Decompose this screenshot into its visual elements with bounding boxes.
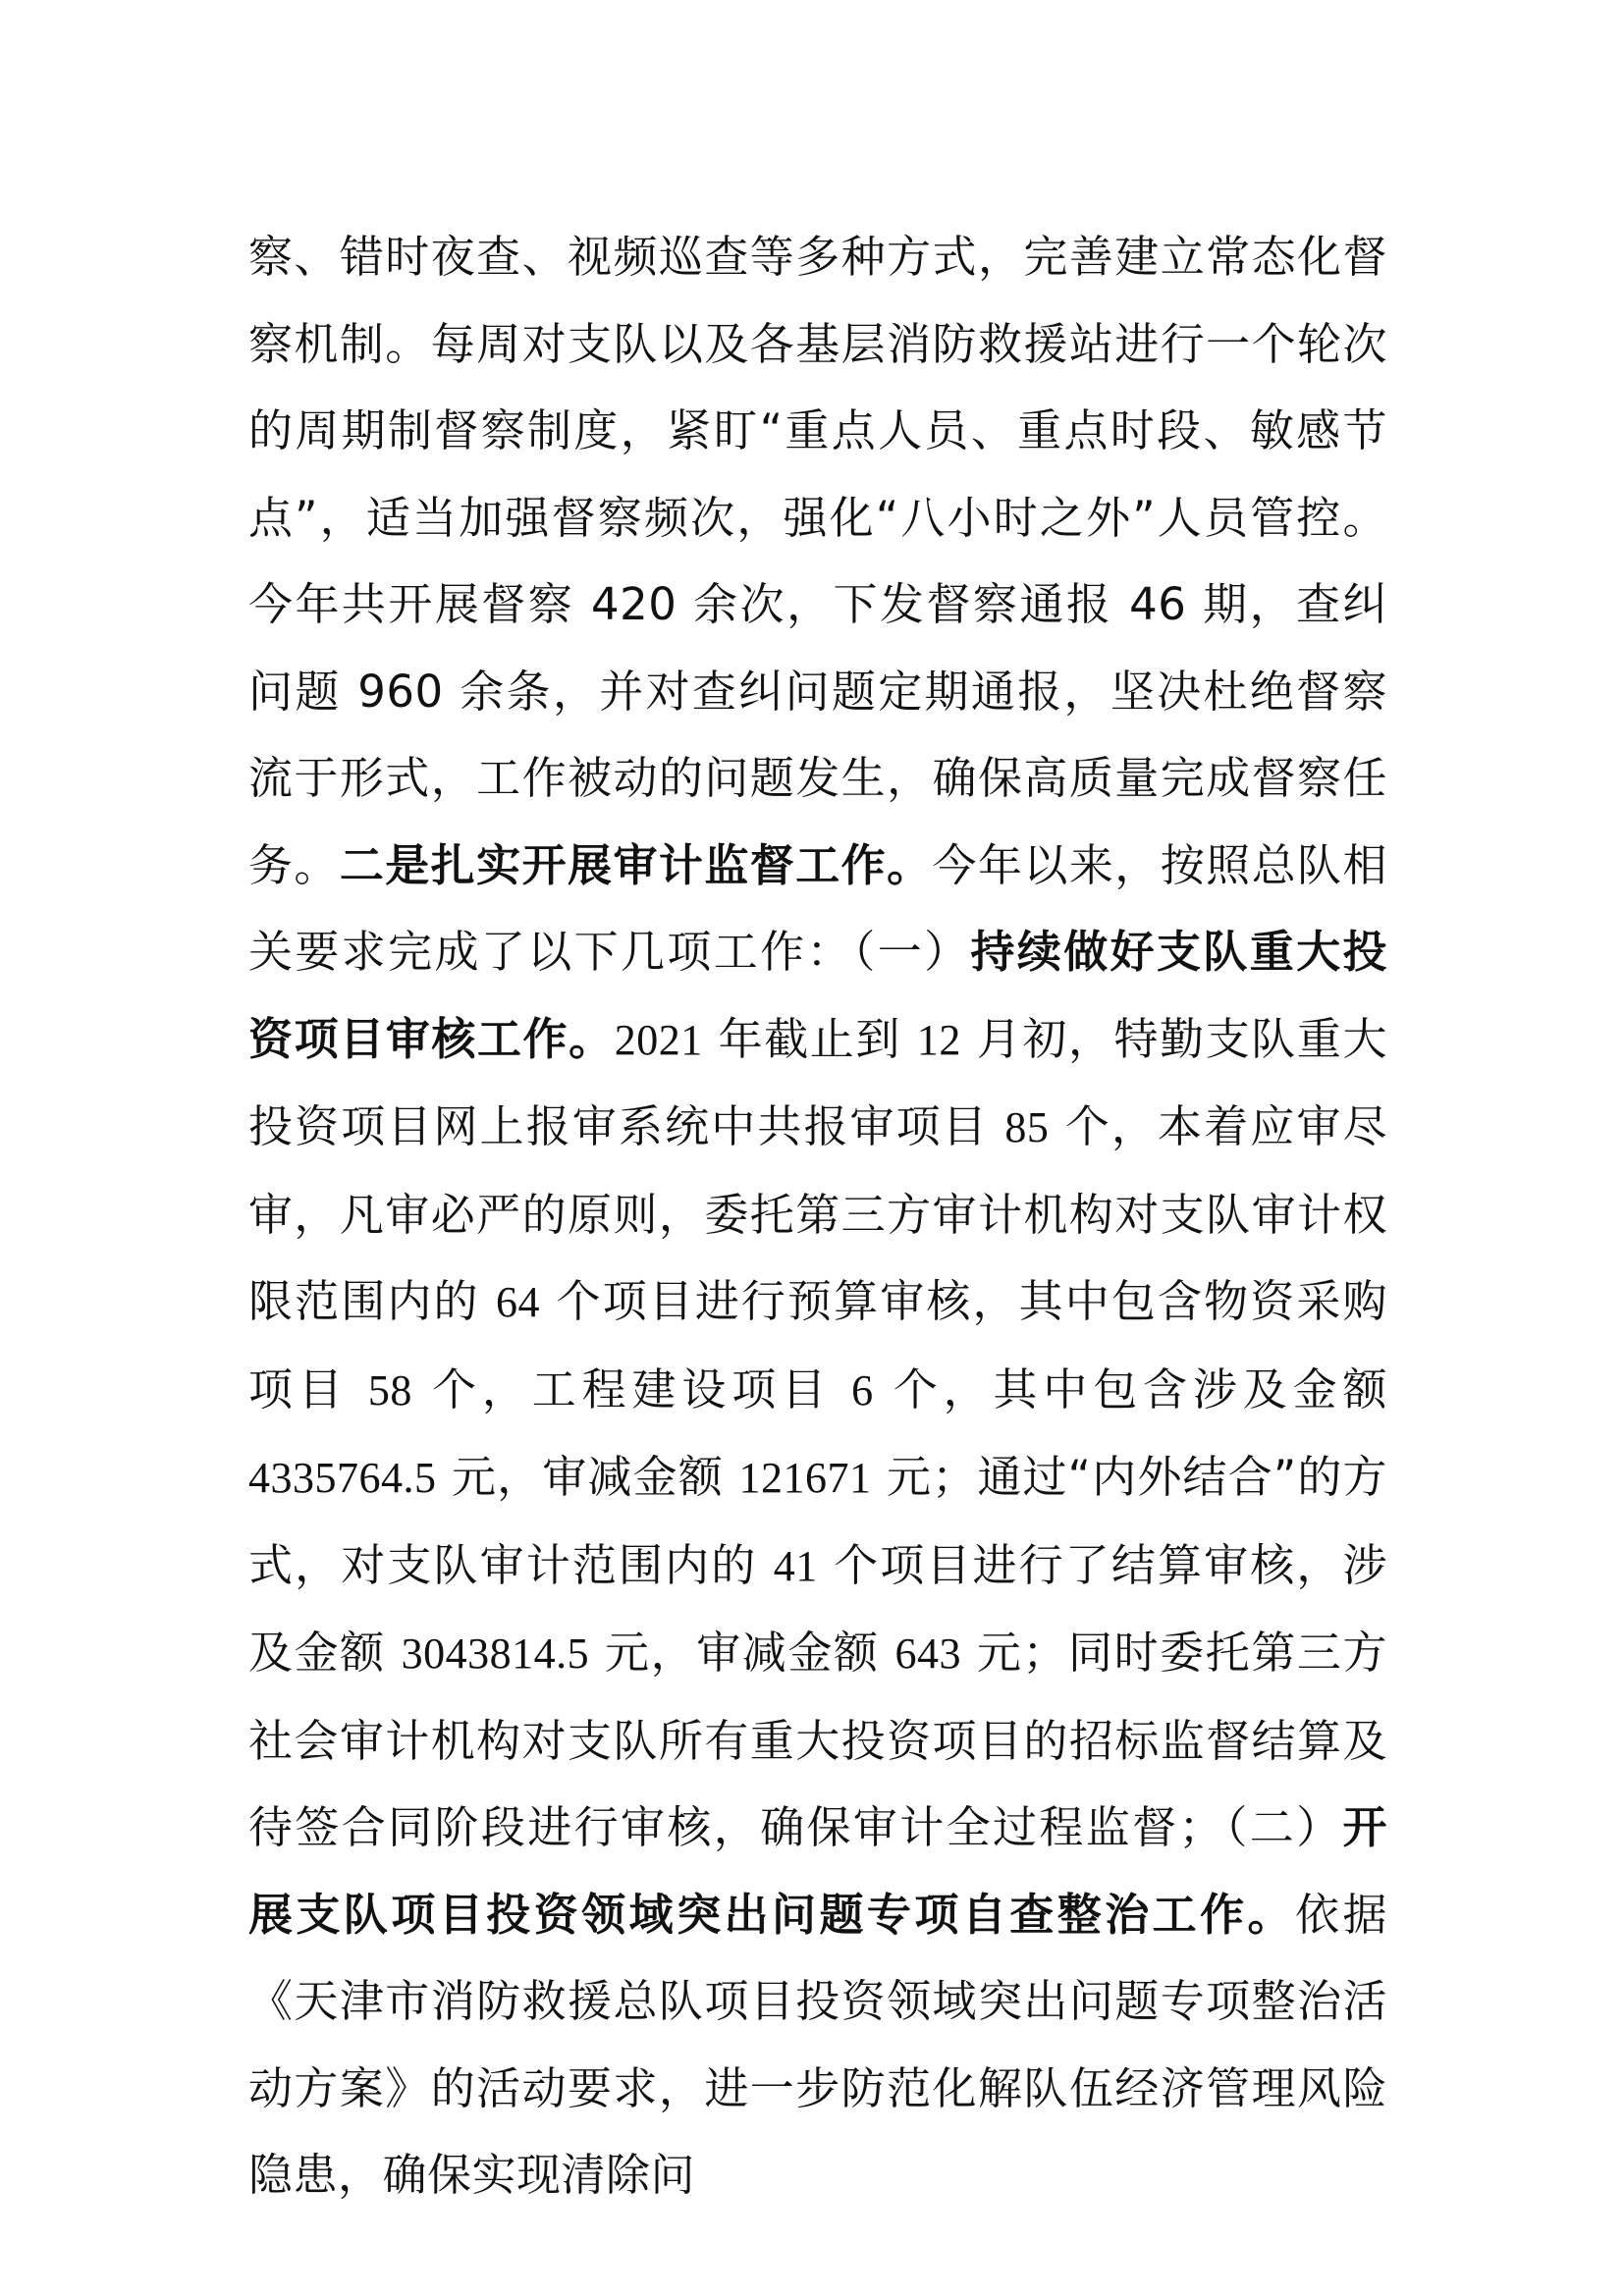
numeric-segment: 41 <box>773 1541 818 1590</box>
numeric-segment: 58 <box>367 1365 412 1415</box>
text-segment: 元；通过“内外结合”的方式，对支队审计范围内的 <box>248 1451 1388 1591</box>
text-segment: 元；同时委托第三方社会审计机构对支队所有重大投资项目的招标监督结算及待签合同阶段进行审核，确保审计全过程监督；（二） <box>248 1627 1388 1853</box>
bold-heading-segment: 二是扎实开展审计监督工作。 <box>339 838 933 891</box>
numeric-segment: 2021 <box>614 1015 703 1064</box>
body-paragraph <box>248 214 1387 2219</box>
numeric-segment: 6 <box>851 1365 874 1415</box>
numeric-segment: 12 <box>916 1015 961 1064</box>
numeric-segment: 85 <box>1004 1103 1050 1151</box>
numeric-segment: 121671 <box>738 1454 872 1502</box>
text-segment: 元，审减金额 <box>436 1451 739 1503</box>
text-segment: 今年以来，按照总队相关要求完成了以下几项工作：（一） <box>248 838 1387 978</box>
text-segment: 个项目进行预算审核，其中包含物资采购项目 <box>248 1275 1387 1415</box>
numeric-segment: 3043814.5 <box>401 1629 590 1678</box>
bold-heading-segment: 开展支队项目投资领域突出问题专项自查整治工作。 <box>248 1801 1387 1941</box>
numeric-segment: 64 <box>496 1278 541 1326</box>
text-segment: 个，本着应审尽审，凡审必严的原则，委托第三方审计机构对支队审计权限范围内的 <box>248 1100 1387 1327</box>
numeric-segment: 4335764.5 <box>248 1454 437 1502</box>
text-segment: 个，其中包含涉及金额 <box>873 1362 1387 1415</box>
text-segment: 年截止到 <box>702 1012 917 1065</box>
text-segment: 个项目进行了结算审核，涉及金额 <box>248 1538 1387 1679</box>
bold-heading-segment: 持续做好支队重大投资项目审核工作。 <box>248 926 1387 1065</box>
text-segment: 个，工程建设项目 <box>411 1362 852 1415</box>
text-segment: 元，审减金额 <box>589 1627 895 1679</box>
text-segment: 依据《天津市消防救援总队项目投资领域突出问题专项整治活动方案》的活动要求，进一步防范化解队伍经济管理风险隐患，确保实现清除问 <box>248 1888 1387 2201</box>
text-segment: 月初，特勤支队重大投资项目网上报审系统中共报审项目 <box>248 1012 1387 1152</box>
numeric-segment: 643 <box>894 1629 961 1678</box>
text-segment: 察、错时夜查、视频巡查等多种方式，完善建立常态化督察机制。每周对支队以及各基层消防救援站进行一个轮次的周期制督察制度，紧盯“重点人员、重点时段、敏感节点”，适当加强督察频次，强化“八小时之外”人员管控。今年共开展督察 420 余次，下发督察通报 46 期，查纠问题 960 余条，并对查纠问题定期通报，坚决杜绝督察流于形式，工作被动的问题发生，确保高质量完成督察任务。 <box>248 231 1387 891</box>
